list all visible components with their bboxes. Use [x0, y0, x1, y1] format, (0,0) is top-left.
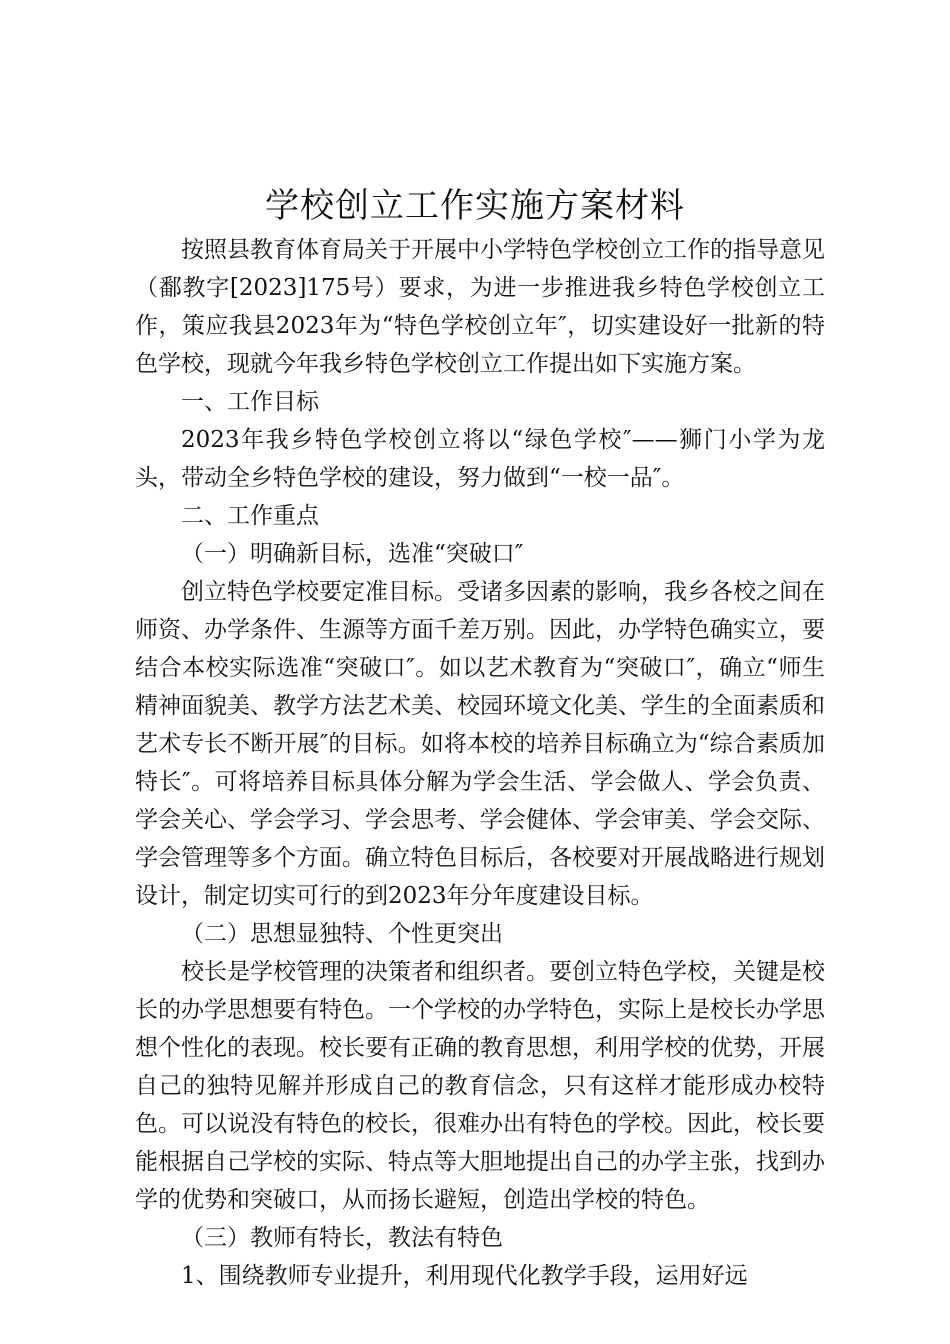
document-title: 学校创立工作实施方案材料: [265, 186, 685, 226]
goals-paragraph: 2023年我乡特色学校创立将以“绿色学校″——狮门小学为龙头，带动全乡特色学校的建设，努力做到“一校一品″。: [135, 427, 825, 491]
document-body: [135, 231, 825, 1295]
subsection-1-paragraph: 创立特色学校要定准目标。受诸多因素的影响，我乡各校之间在师资、办学条件、生源等方面千差万别。因此，办学特色确实立，要结合本校实际选准“突破口″。如以艺术教育为“突破口″，确立“师生精神面貌美、教学方法艺术美、校园环境文化美、学生的全面素质和艺术专长不断开展″的目标。如将本校的培养目标确立为“综合素质加特长″。可将培养目标具体分解为学会生活、学会做人、学会负责、学会关心、学会学习、学会思考、学会健体、学会审美、学会交际、学会管理等多个方面。确立特色目标后，各校要对开展战略进行规划设计，制定切实可行的到2023年分年度建设目标。: [135, 579, 825, 909]
section-heading-goals: 一、工作目标: [181, 389, 319, 415]
subsection-3-item-1: 1、围绕教师专业提升，利用现代化教学手段，运用好远: [181, 1263, 748, 1289]
subsection-heading-2: （二）思想显独特、个性更突出: [181, 921, 503, 947]
subsection-heading-1: （一）明确新目标，选准“突破口″: [181, 541, 524, 567]
section-heading-focus: 二、工作重点: [181, 503, 319, 529]
intro-paragraph: 按照县教育体育局关于开展中小学特色学校创立工作的指导意见（鄱教字[2023]175号）要求，为进一步推进我乡特色学校创立工作，策应我县2023年为“特色学校创立年″，切实建设好一批新的特色学校，现就今年我乡特色学校创立工作提出如下实施方案。: [135, 237, 825, 377]
subsection-2-paragraph: 校长是学校管理的决策者和组织者。要创立特色学校，关键是校长的办学思想要有特色。一个学校的办学特色，实际上是校长办学思想个性化的表现。校长要有正确的教育思想，利用学校的优势，开展自己的独特见解并形成自己的教育信念，只有这样才能形成办校特色。可以说没有特色的校长，很难办出有特色的学校。因此，校长要能根据自己学校的实际、特点等大胆地提出自己的办学主张，找到办学的优势和突破口，从而扬长避短，创造出学校的特色。: [135, 959, 825, 1213]
subsection-heading-3: （三）教师有特长，教法有特色: [181, 1225, 503, 1251]
